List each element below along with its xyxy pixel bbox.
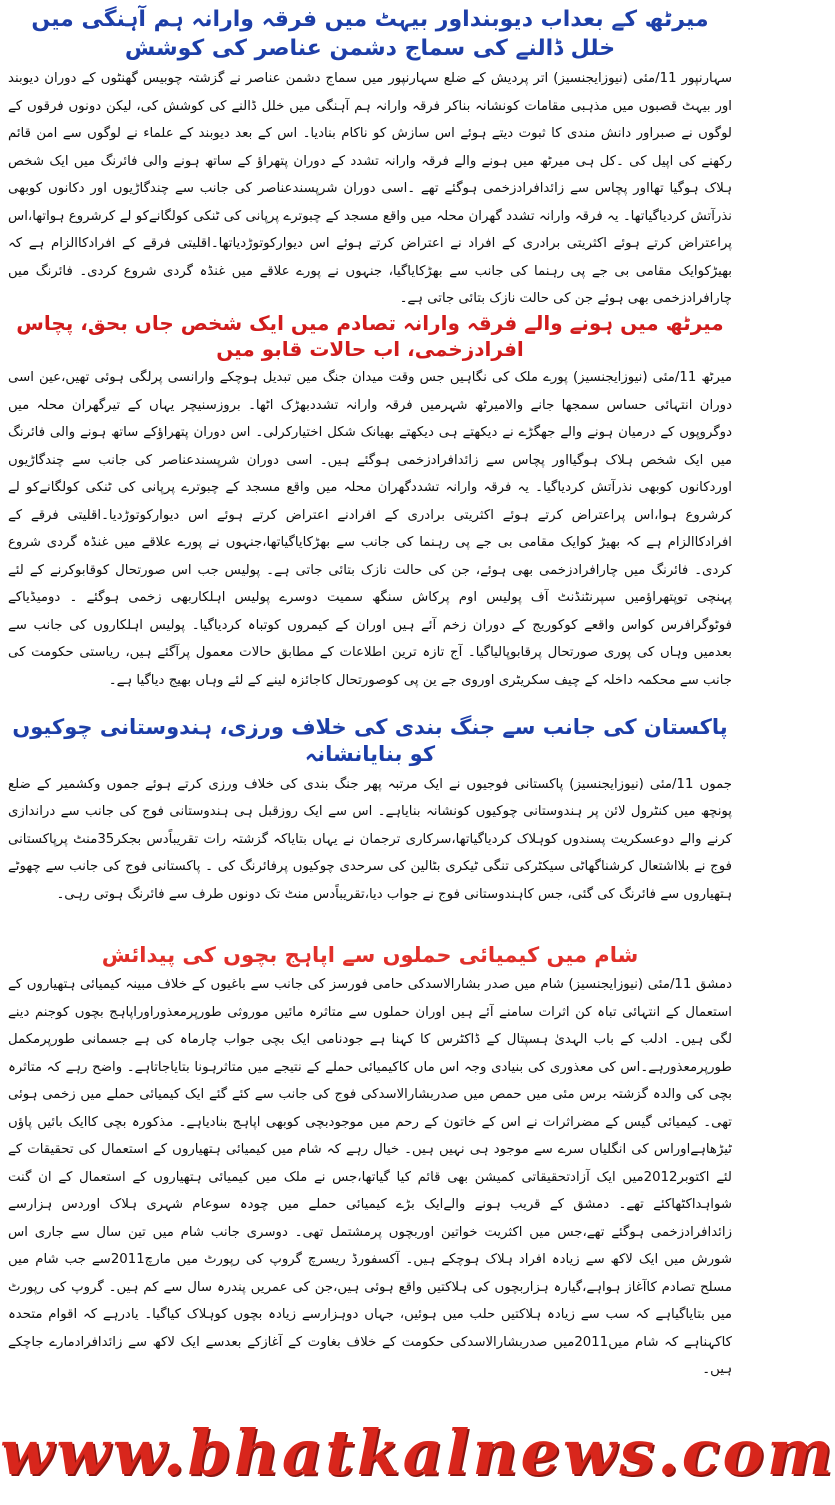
article-body: سہارنپور 11/مئی (نیوزایجنسیز) اتر پردیش کے ضلع سہارنپور میں سماج دشمن عناصر نے گزشتہ چوبیس گھنٹوں کے دوران دیوبند اور بیہٹ قصبوں میں مذہبی مقامات کونشانہ بناکر فرقہ وارانہ ہم آہنگی میں خلل ڈالنے کی کوشش کی، لیکن دونوں فرقوں کے لوگوں نے صبراور دانش مندی کا ثبوت دیتے ہوئے اس سازش کو ناکام بنادیا۔ اس کے بعد دیوبند کے علماء نے لوگوں سے امن قائم رکھنے کی اپیل کی ۔کل ہی میرٹھ میں ہونے والے فرقہ وارانہ تشدد کے دوران پتھراؤ کے ساتھ ہونے والی فائرنگ میں ایک شخص ہلاک ہوگیا تھااور پچاس سے زائدافرادزخمی ہوگئے تھے ۔اسی دوران شرپسندعناصر کی جانب سے چندگاڑیوں اور دکانوں کوبھی نذرآتش کردیاگیاتھا۔ یہ فرقہ وارانہ تشدد گھران محلہ میں واقع مسجد کے چبوترے پرپانی کی ٹنکی کولگانےکو لے کرشروع ہواتھا،اس پراعتراض کرتے ہوئے اکثریتی برادری کے افراد نے اعتراض کرتے ہوئے اس دیوارکوتوڑدیاتھا۔اقلیتی فرقے کے افرادکاالزام ہے کہ بھیڑکوایک مقامی بی جے پی رہنما کی جانب سے بھڑکایاگیا، جنہوں نے پورے علاقے میں غنڈہ گردی شروع کردی۔ فائرنگ میں چارافرادزخمی بھی ہوئے جن کی حالت نازک بتائی جاتی ہے۔ — [8, 71, 732, 307]
article-meerut-clash — [8, 310, 732, 710]
article-body: دمشق 11/مئی (نیوزایجنسیز) شام میں صدر بشارالاسدکی حامی فورسز کی جانب سے باغیوں کے خلاف مبینہ کیمیائی ہتھیاروں کے استعمال کے انتہائی تباہ کن اثرات سامنے آئے ہیں اوران حملوں سے متاثرہ مائیں موروثی طورپرمعذوراوراپاہج بچوں کوجنم دینے لگی ہیں۔ ادلب کے باب الہدیٰ ہسپتال کے ڈاکٹرس کا کہنا ہے جودنامی ایک بچی جواب چارماہ کی ہے جسمانی طورپرمکمل طورپرمعذورہے۔اس کی معذوری کی بنیادی وجہ اس ماں کاکیمیائی حملے کے نتیجے میں متاثرہونا بتایاجاتاہے۔ واضح رہے کہ متاثرہ بچی کی والدہ گزشتہ برس مئی میں حمص میں صدربشارالاسدکی فوج کی جانب سے کئے گئے ایک کیمیائی حملے میں زخمی ہوئی تھی۔ کیمیائی گیس کے مضراثرات نے اس کے خاتون کے رحم میں موجودبچی کوبھی اپاہج بنادیاہے۔ مذکورہ بچی کاایک بائیں پاؤں ٹیڑھاہےاوراس کی انگلیاں سرے سے موجود ہی نہیں ہیں۔ خیال رہے کہ شام میں کیمیائی ہتھیاروں کے استعمال کی تحقیقات کے لئے اکتوبر2012میں ایک آزادتحقیقاتی کمیشن بھی قائم کیا گیاتھا،جس نے ملک میں کیمیائی ہتھیاروں کے استعمال کے ان گنت شواہداکٹھاکئے تھے۔ دمشق کے قریب ہونے والےایک بڑے کیمیائی حملے میں چودہ سوعام شہری ہلاک اوردس ہزارسے زائدافرادزخمی ہوگئے تھے،جس میں اکثریت خواتین اوربچوں پرمشتمل تھی۔ دوسری جانب شام میں تین سال سے جاری اس شورش میں ایک لاکھ سے زیادہ افراد ہلاک ہوچکے ہیں۔ آکسفورڈ ریسرچ گروپ کی رپورٹ میں مارچ2011سے جب شام میں مسلح تصادم کاآغاز ہواہے،گیارہ ہزاربچوں کی ہلاکتیں واقع ہوئی ہیں،جن کی عمریں پندرہ سال سے کم ہیں۔ گروپ کی رپورٹ میں بتایاگیاہے کہ سب سے زیادہ ہلاکتیں حلب میں ہوئیں، جہاں دوہزارسے زیادہ بچوں کوہلاک کیاگیا۔ یادرہے کہ اقوام متحدہ کاکہناہے کہ شام میں2011میں صدربشارالاسدکی حکومت کے خلاف بغاوت کے آغازکے بعدسے ایک لاکھ سے زائدافرادمارے جاچکے ہیں۔ — [8, 977, 733, 1378]
article-syria-chemical — [8, 942, 732, 1378]
article-deoband-behat — [8, 6, 732, 306]
site-footer — [0, 1403, 835, 1503]
article-headline: پاکستان کی جانب سے جنگ بندی کی خلاف ورزی، ہندوستانی چوکیوں کو بنایانشانہ — [12, 715, 728, 767]
article-headline: میرٹھ میں ہونے والے فرقہ وارانہ تصادم میں ایک شخص جاں بحق، پچاس افرادزخمی، اب حالات قابو میں — [16, 311, 724, 361]
article-headline: میرٹھ کے بعداب دیوبنداور بیہٹ میں فرقہ وارانہ ہم آہنگی میں خلل ڈالنے کی سماج دشمن عناصر کی کوشش — [31, 7, 709, 61]
article-ceasefire-violation — [8, 714, 732, 936]
article-body: میرٹھ 11/مئی (نیوزایجنسیز) پورے ملک کی نگاہیں جس وقت میدان جنگ میں تبدیل ہوچکے وارانسی پرلگی ہوئی تھیں،عین اسی دوران انتہائی حساس سمجھا جانے والامیرٹھ شہرمیں فرقہ وارانہ تشددبھڑک اٹھا۔ بروزسنیچر یہاں کے تیرگھران محلہ میں دوگروپوں کے درمیان ہونے والے جھگڑے نے دیکھتے ہی دیکھتے بھیانک شکل اختیارکرلی۔ اس دوران پتھراؤکے ساتھ ہونے والی فائرنگ میں ایک شخص ہلاک ہوگیااور پچاس سے زائدافرادزخمی ہوگئے ہیں۔ اسی دوران شرپسندعناصر کی جانب سے چندگاڑیوں اوردکانوں کوبھی نذرآتش کردیاگیا۔ یہ فرقہ وارانہ تشددگھران محلہ میں واقع مسجد کے چبوترے پرپانی کی ٹنکی کولگانےکو لے کرشروع ہوا،اس پراعتراض کرتے ہوئے اکثریتی برادری کے افرادنے اعتراض کرتے ہوئے اس دیوارکوتوڑدیا۔اقلیتی فرقے کے افرادکاالزام ہے کہ بھیڑ کوایک مقامی بی جے پی رہنما کی جانب سے بھڑکایاگیاتھا،جنہوں نے پورے علاقے میں غنڈہ گردی شروع کردی۔ فائرنگ میں چارافرادزخمی بھی ہوئے، جن کی حالت نازک بتائی جاتی ہے۔ پولیس جب اس صورتحال کوقابوکرنے کے لئے پہنچی توپتھراؤمیں سپرنٹنڈنٹ آف پولیس اوم پرکاش سنگھ سمیت دوسرے پولیس اہلکاربھی زخمی ہوگئے ۔ دومیڈیاکے فوٹوگرافرس کواس واقعے کوکوریج کے دوران زخم آئے ہیں اوران کے کیمروں کوتباہ کردیاگیا۔ پولیس اہلکاروں کی جانب سے بعدمیں وہاں کی پوری صورتحال پرقابوپالیاگیا۔ آج تازہ ترین اطلاعات کے مطابق حالات معمول پرآگئے ہیں، ریاستی حکومت کی جانب سے محکمہ داخلہ کے چیف سکریٹری اوروی جے ین پی کوصورتحال کاجائزہ لینے کے لئے وہاں بھیج دیاگیا ہے۔ — [8, 370, 732, 688]
article-headline: شام میں کیمیائی حملوں سے اپاہج بچوں کی پیدائش — [101, 943, 639, 967]
site-url-link[interactable]: www.bhatkalnews.com — [0, 1416, 835, 1489]
article-body: جموں 11/مئی (نیوزایجنسیز) پاکستانی فوجیوں نے ایک مرتبہ پھر جنگ بندی کی خلاف ورزی کرتے ہوئے جموں وکشمیر کے ضلع پونچھ میں کنٹرول لائن پر ہندوستانی چوکیوں کونشانہ بنایاہے۔ اس سے ایک روزقبل ہی ہندوستانی فوج کی جانب سے دراندازی کرنے والے دوعسکریت پسندوں کوہلاک کردیاگیاتھا،سرکاری ترجمان نے یہاں بتایاکہ گزشتہ رات تقریباًدس بجکر35منٹ پرپاکستانی فوج نے بلااشتعال کرشناگھاٹی سیکٹرکی تنگی ٹیکری بٹالین کی سرحدی چوکیوں پرفائرنگ کی ۔ پاکستانی فوج کی جانب سے چھوٹے ہتھیاروں سے فائرنگ کی گئی، جس کاہندوستانی فوج نے جواب دیا،تقریباًدس منٹ تک دونوں طرف سے فائرنگ ہوتی رہی۔ — [8, 776, 732, 902]
